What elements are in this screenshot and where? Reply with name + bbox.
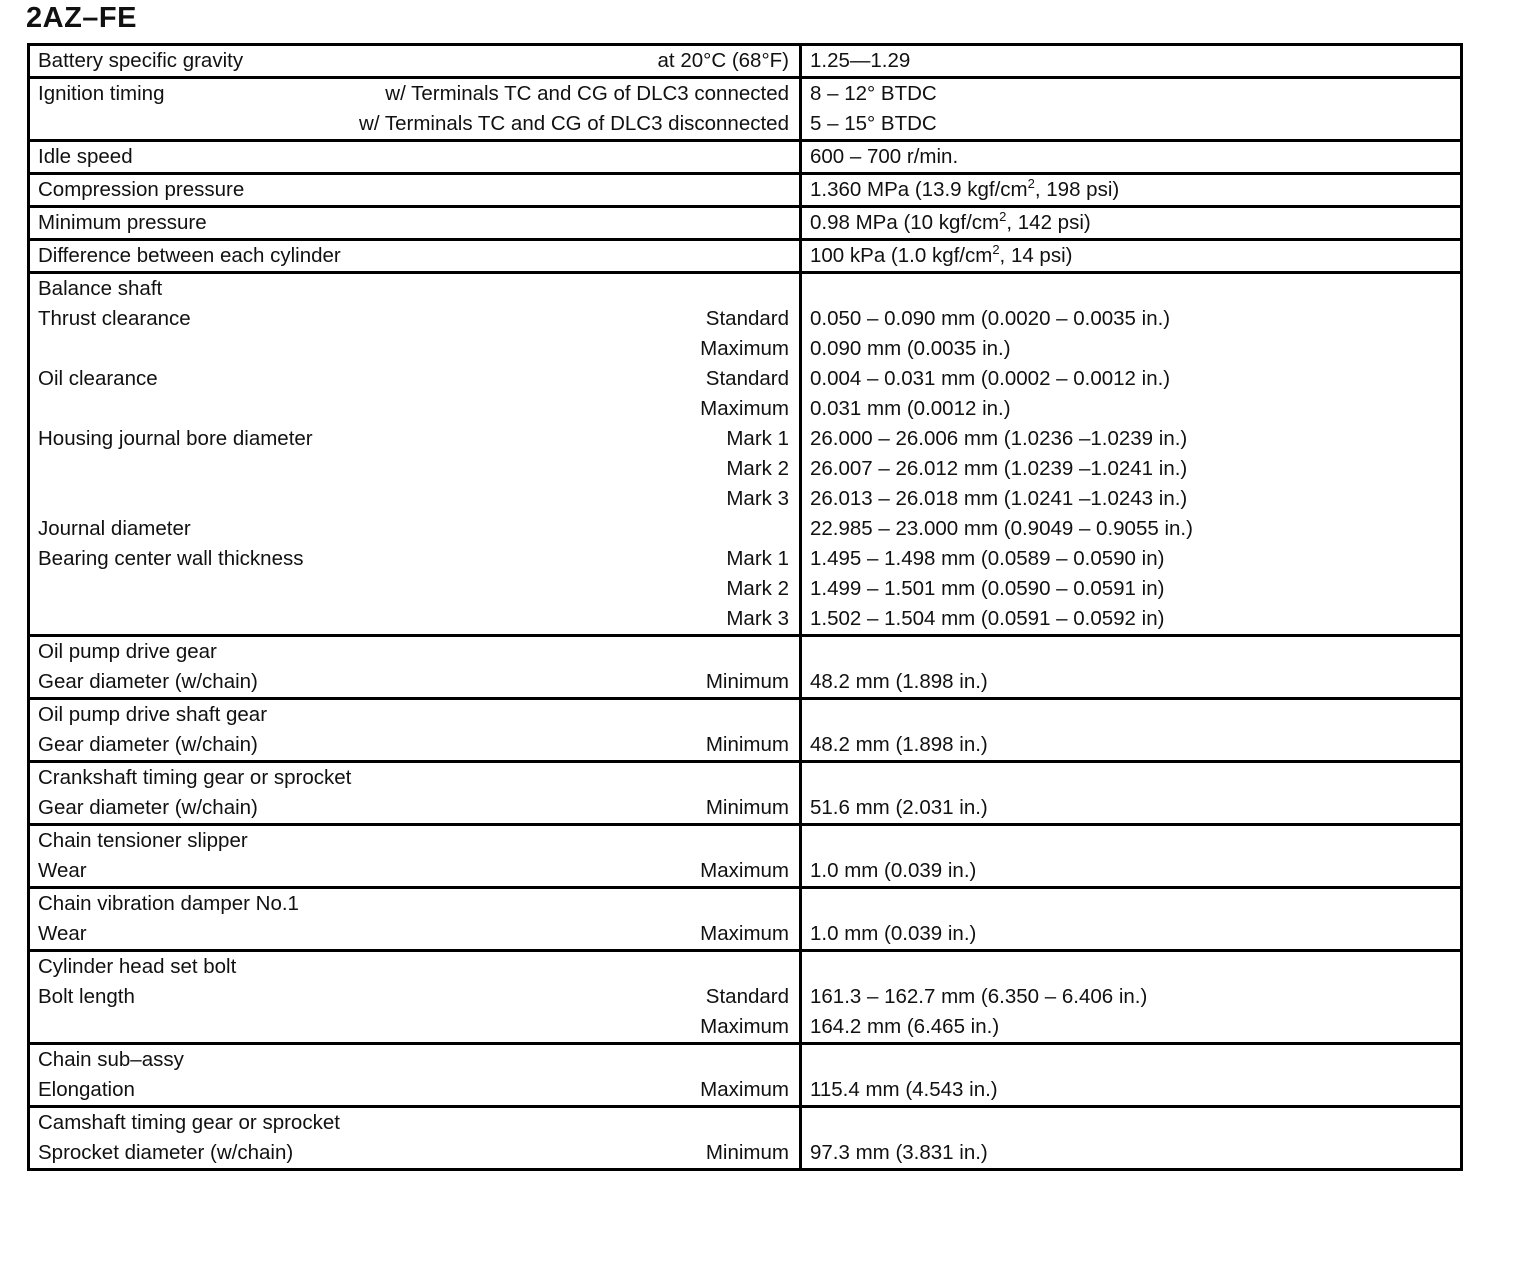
spec-label: Chain vibration damper No.1 <box>38 892 299 915</box>
spec-value <box>810 637 1452 667</box>
spec-value <box>810 889 1452 919</box>
spec-label: Journal diameter <box>38 517 191 540</box>
spec-label: Minimum pressure <box>38 211 207 234</box>
spec-label: Gear diameter (w/chain) <box>38 670 258 693</box>
spec-condition: Minimum <box>705 796 789 819</box>
spec-label: Sprocket diameter (w/chain) <box>38 1141 294 1164</box>
spec-value: 5 – 15° BTDC <box>810 112 937 135</box>
table-row <box>30 76 1460 139</box>
spec-value: 100 kPa (1.0 kgf/$cm^2$, 14 psi) <box>810 242 1073 267</box>
spec-label: Chain sub–assy <box>38 1048 184 1071</box>
table-row <box>30 172 1460 205</box>
spec-condition: Mark 3 <box>726 487 789 510</box>
spec-item-cell <box>30 952 802 1042</box>
spec-condition: Maximum <box>700 1078 789 1101</box>
spec-item-cell <box>30 763 802 823</box>
spec-label: Wear <box>38 922 87 945</box>
spec-condition: Mark 2 <box>726 577 789 600</box>
spec-table <box>27 43 1463 1171</box>
spec-condition: Mark 3 <box>726 607 789 630</box>
spec-value: 0.98 MPa (10 kgf/$cm^2$, 142 psi) <box>810 209 1091 234</box>
spec-item-cell <box>30 826 802 886</box>
spec-condition: Maximum <box>700 1015 789 1038</box>
spec-label: Difference between each cylinder <box>38 244 341 267</box>
spec-label: Camshaft timing gear or sprocket <box>38 1111 340 1134</box>
spec-label: Bearing center wall thickness <box>38 547 304 570</box>
spec-condition: Maximum <box>700 859 789 882</box>
table-row <box>30 139 1460 172</box>
spec-label: Chain tensioner slipper <box>38 829 248 852</box>
spec-item-cell <box>30 79 802 139</box>
spec-value-cell <box>802 763 1460 823</box>
spec-item-cell <box>30 46 802 76</box>
spec-value: 26.013 – 26.018 mm (1.0241 –1.0243 in.) <box>810 487 1188 510</box>
spec-value-cell <box>802 79 1460 139</box>
spec-item-cell <box>30 700 802 760</box>
spec-value: 164.2 mm (6.465 in.) <box>810 1015 1000 1038</box>
spec-condition: Mark 1 <box>726 547 789 570</box>
spec-label: Elongation <box>38 1078 135 1101</box>
table-row <box>30 271 1460 634</box>
spec-condition: w/ Terminals TC and CG of DLC3 connected <box>385 82 789 105</box>
spec-value-cell <box>802 826 1460 886</box>
spec-label: Cylinder head set bolt <box>38 955 237 978</box>
spec-condition: Maximum <box>700 337 789 360</box>
spec-value-cell <box>802 208 1460 238</box>
spec-item-cell <box>30 142 802 172</box>
spec-value-cell <box>802 46 1460 76</box>
spec-value: 0.090 mm (0.0035 in.) <box>810 337 1011 360</box>
spec-value <box>810 952 1452 982</box>
spec-label: Crankshaft timing gear or sprocket <box>38 766 352 789</box>
spec-value: 1.495 – 1.498 mm (0.0589 – 0.0590 in) <box>810 547 1165 570</box>
spec-label: Bolt length <box>38 985 135 1008</box>
spec-value-cell <box>802 700 1460 760</box>
spec-value: 0.004 – 0.031 mm (0.0002 – 0.0012 in.) <box>810 367 1171 390</box>
spec-label: Thrust clearance <box>38 307 191 330</box>
spec-value <box>810 826 1452 856</box>
spec-value: 51.6 mm (2.031 in.) <box>810 796 988 819</box>
spec-value: 22.985 – 23.000 mm (0.9049 – 0.9055 in.) <box>810 517 1193 540</box>
spec-label: Gear diameter (w/chain) <box>38 733 258 756</box>
spec-value: 161.3 – 162.7 mm (6.350 – 6.406 in.) <box>810 985 1148 1008</box>
spec-value-cell <box>802 1045 1460 1105</box>
spec-condition: Minimum <box>705 1141 789 1164</box>
spec-value: 26.007 – 26.012 mm (1.0239 –1.0241 in.) <box>810 457 1188 480</box>
table-row <box>30 949 1460 1042</box>
table-row <box>30 634 1460 697</box>
spec-value: 0.031 mm (0.0012 in.) <box>810 397 1011 420</box>
spec-value-cell <box>802 637 1460 697</box>
spec-condition: Maximum <box>700 922 789 945</box>
spec-condition: Standard <box>705 985 789 1008</box>
table-row <box>30 886 1460 949</box>
spec-label: Gear diameter (w/chain) <box>38 796 258 819</box>
spec-item-cell <box>30 889 802 949</box>
spec-condition: Mark 1 <box>726 427 789 450</box>
spec-label: Ignition timing <box>38 82 165 105</box>
spec-value-cell <box>802 889 1460 949</box>
spec-value: 115.4 mm (4.543 in.) <box>810 1078 998 1101</box>
spec-value: 0.050 – 0.090 mm (0.0020 – 0.0035 in.) <box>810 307 1171 330</box>
spec-label: Oil clearance <box>38 367 158 390</box>
spec-value: 8 – 12° BTDC <box>810 82 937 105</box>
spec-label: Idle speed <box>38 145 133 168</box>
spec-value: 1.499 – 1.501 mm (0.0590 – 0.0591 in) <box>810 577 1165 600</box>
spec-label: Oil pump drive shaft gear <box>38 703 268 726</box>
page-title: 2AZ–FE <box>26 2 137 34</box>
spec-condition: Minimum <box>705 733 789 756</box>
spec-value: 26.000 – 26.006 mm (1.0236 –1.0239 in.) <box>810 427 1188 450</box>
spec-condition: w/ Terminals TC and CG of DLC3 disconnected <box>359 112 789 135</box>
spec-value: 1.25—1.29 <box>810 49 911 72</box>
spec-value <box>810 700 1452 730</box>
table-row <box>30 697 1460 760</box>
spec-item-cell <box>30 208 802 238</box>
spec-value: 48.2 mm (1.898 in.) <box>810 733 988 756</box>
spec-condition: at 20°C (68°F) <box>657 49 789 72</box>
table-row <box>30 1105 1460 1168</box>
spec-value-cell <box>802 952 1460 1042</box>
spec-condition: Standard <box>705 367 789 390</box>
spec-item-cell <box>30 241 802 271</box>
spec-value: 1.502 – 1.504 mm (0.0591 – 0.0592 in) <box>810 607 1165 630</box>
spec-value <box>810 1045 1452 1075</box>
spec-value: 1.360 MPa (13.9 kgf/$cm^2$, 198 psi) <box>810 176 1120 201</box>
spec-item-cell <box>30 175 802 205</box>
spec-item-cell <box>30 637 802 697</box>
spec-value-cell <box>802 142 1460 172</box>
table-row <box>30 46 1460 76</box>
spec-value: 48.2 mm (1.898 in.) <box>810 670 988 693</box>
spec-label: Compression pressure <box>38 178 245 201</box>
spec-condition: Maximum <box>700 397 789 420</box>
spec-label: Housing journal bore diameter <box>38 427 313 450</box>
spec-label: Balance shaft <box>38 277 163 300</box>
table-row <box>30 823 1460 886</box>
spec-value <box>810 763 1452 793</box>
spec-item-cell <box>30 1108 802 1168</box>
table-row <box>30 1042 1460 1105</box>
spec-value-cell <box>802 241 1460 271</box>
spec-value: 600 – 700 r/min. <box>810 145 959 168</box>
spec-value: 97.3 mm (3.831 in.) <box>810 1141 988 1164</box>
spec-value: 1.0 mm (0.039 in.) <box>810 922 977 945</box>
spec-item-cell <box>30 1045 802 1105</box>
spec-item-cell <box>30 274 802 634</box>
spec-value-cell <box>802 175 1460 205</box>
spec-value-cell <box>802 1108 1460 1168</box>
table-row <box>30 205 1460 238</box>
spec-label: Wear <box>38 859 87 882</box>
spec-condition: Minimum <box>705 670 789 693</box>
spec-value: 1.0 mm (0.039 in.) <box>810 859 977 882</box>
table-row <box>30 760 1460 823</box>
spec-value-cell <box>802 274 1460 634</box>
spec-label: Oil pump drive gear <box>38 640 217 663</box>
spec-condition: Mark 2 <box>726 457 789 480</box>
table-row <box>30 238 1460 271</box>
spec-label: Battery specific gravity <box>38 49 244 72</box>
spec-value <box>810 274 1452 304</box>
spec-value <box>810 1108 1452 1138</box>
spec-condition: Standard <box>705 307 789 330</box>
